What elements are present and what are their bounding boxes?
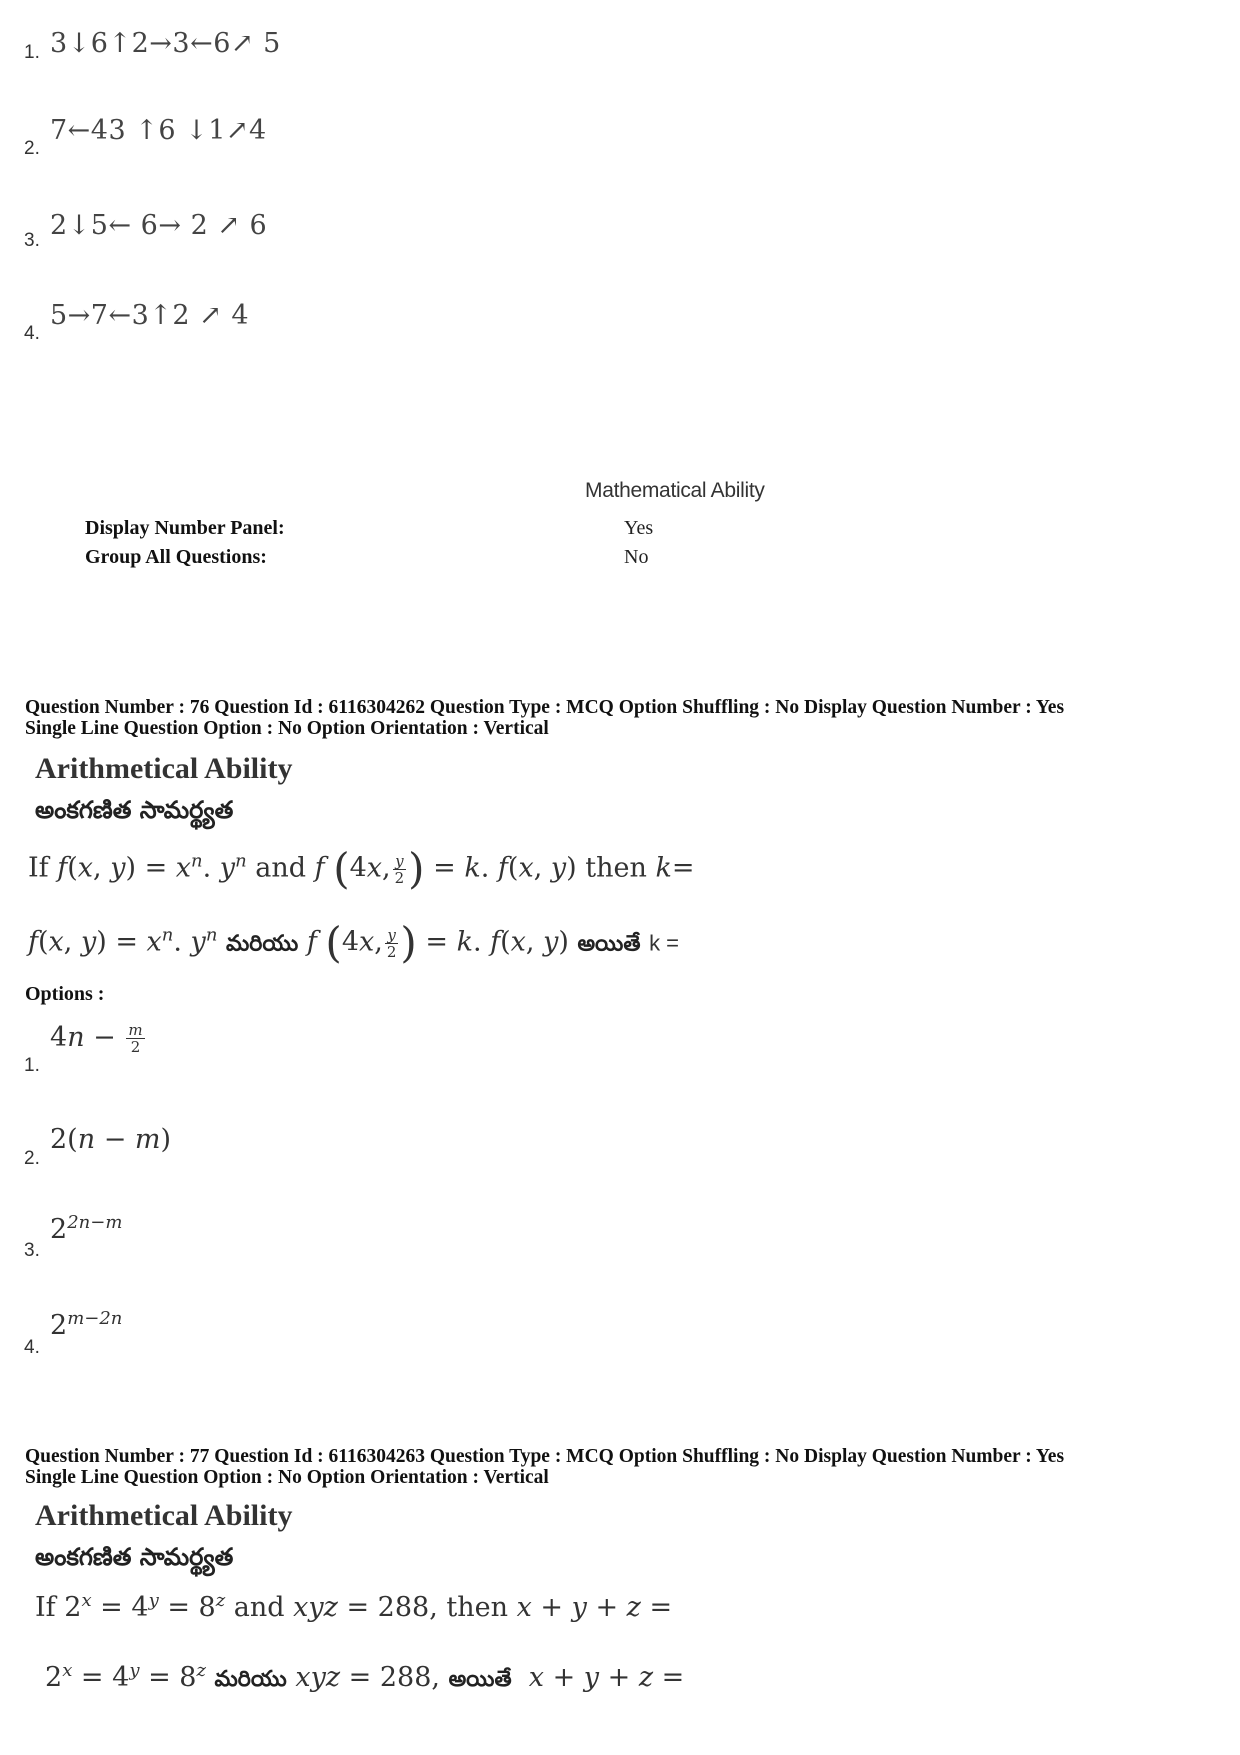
option-number: 2. [24,1148,40,1169]
option-text: 3↓6↑2→3←6↗ 5 [50,28,281,59]
option-formula: 2(n − m) [50,1124,172,1155]
option-number: 3. [24,230,40,251]
word-if: If [35,1592,56,1623]
group-all-questions-value: No [624,546,649,568]
option-text: 5→7←3↑2 ↗ 4 [50,300,250,331]
option-number: 4. [24,323,40,344]
display-number-panel-value: Yes [624,517,654,539]
word-then: then [446,1592,508,1623]
question-text-telugu: f(x, $y) = x^n$. $y^n$ మరియు f (4x, $\frac{y}{2}$ ) = k. f(x, y) అయితే k = [28,918,680,967]
question-meta-line1: Question Number : 77 Question Id : 6116304263 Question Type : MCQ Option Shuffling : No Display Question Number : Yes [25,1446,1065,1467]
telugu-then: అయితే [577,931,641,957]
option-text: 2↓5← 6→ 2 ↗ 6 [50,210,268,241]
word-and: and [255,852,307,884]
word-then: then [585,852,647,884]
question-heading-telugu: అంకగణిత సామర్థ్యత [35,796,234,824]
option-formula: $2^{m-2n}$ [50,1308,123,1341]
option-number: 2. [24,138,40,159]
question-heading-telugu: అంకగణిత సామర్థ్యత [35,1543,234,1571]
question-heading-english: Arithmetical Ability [35,1499,293,1532]
telugu-then: అయితే [448,1667,512,1692]
question-heading-english: Arithmetical Ability [35,752,293,785]
option-number: 1. [24,1055,40,1076]
group-all-questions-label: Group All Questions: [85,546,267,568]
telugu-and: మరియు [226,931,299,957]
section-title: Mathematical Ability [585,479,765,502]
question-meta-line2: Single Line Question Option : No Option Orientation : Vertical [25,718,549,739]
question-text-english: If $2^x = 4^y = 8^z$ and xyz = 288, then x + y + z = [35,1590,673,1623]
option-text: 7←43 ↑6 ↓1↗4 [50,115,267,146]
word-and: and [233,1592,285,1623]
question-text-english: If f(x, $y) = x^n$. $y^n$ and f (4x, $\frac{y}{2}$ ) = k. f(x, y) then k= [28,844,695,893]
option-number: 4. [24,1337,40,1358]
options-label: Options : [25,983,105,1005]
option-formula: 4n − $\frac{m}{2}$ [50,1021,143,1056]
option-number: 3. [24,1240,40,1261]
question-meta-line2: Single Line Question Option : No Option Orientation : Vertical [25,1467,549,1488]
option-number: 1. [24,42,40,63]
question-text-telugu: $2^x = 4^y = 8^z$ మరియు xyz = 288, అయితే x + y + z = [45,1660,685,1693]
telugu-and: మరియు [214,1667,287,1692]
option-formula: $2^{2n-m}$ [50,1212,123,1245]
display-number-panel-label: Display Number Panel: [85,517,285,539]
question-meta-line1: Question Number : 76 Question Id : 6116304262 Question Type : MCQ Option Shuffling : No Display Question Number : Yes [25,697,1065,718]
